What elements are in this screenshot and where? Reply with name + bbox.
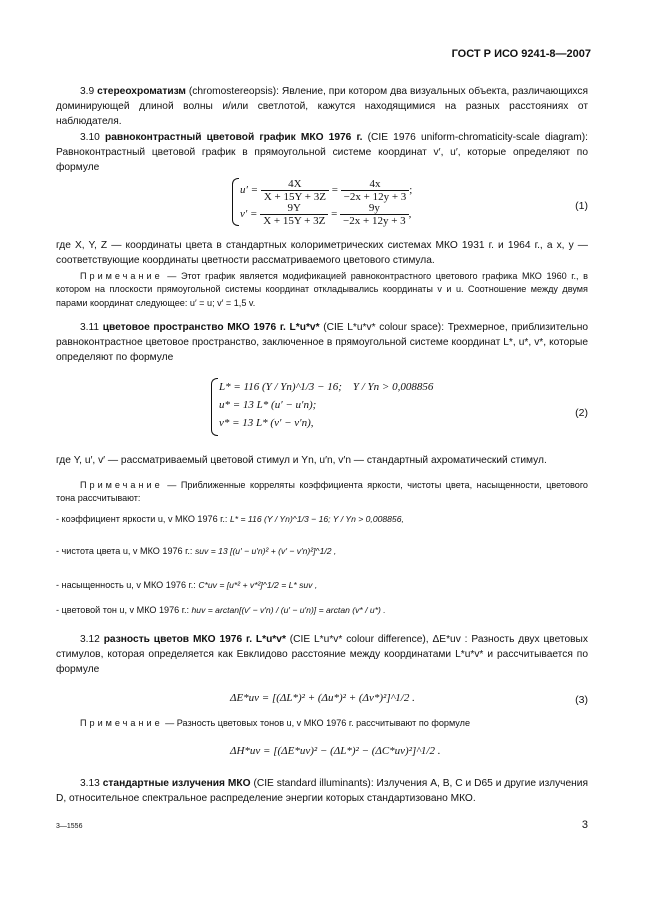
clause-number: 3.11 bbox=[80, 322, 100, 333]
bullet-formula: huv = arctan[(v′ − v′n) / (u′ − u′n)] = arctan (v* / u*) . bbox=[191, 605, 386, 615]
bullet-formula: C*uv = [u*² + v*²]^1/2 = L* suv , bbox=[198, 580, 318, 590]
u-star-formula: u* = 13 L* (u′ − u′n); bbox=[219, 399, 317, 411]
clause-3-12 bbox=[56, 632, 588, 678]
fraction-denominator: −2x + 12y + 3 bbox=[343, 191, 407, 203]
clause-number: 3.10 bbox=[80, 132, 100, 143]
fraction-numerator: 4x bbox=[341, 178, 410, 191]
clause-3-13 bbox=[56, 776, 588, 806]
hue-difference-formula: ΔH*uv = [(ΔE*uv)² − (ΔL*)² − (ΔC*uv)²]^1/2 . bbox=[230, 745, 441, 757]
bullet-text: - чистота цвета u, v МКО 1976 г.: bbox=[56, 546, 193, 556]
clause-text: (CIE L*u*v* colour difference), ΔE*uv : Разность двух цветовых стимулов, которая определяется как Евклидово расстояние между координатами L*u*v* и рассчитывается по формуле bbox=[56, 634, 588, 676]
fraction-numerator: 4X bbox=[261, 178, 329, 191]
clause-3-9 bbox=[56, 84, 588, 130]
note-text: — Приближенные корреляты коэффициента яркости, чистоты цвета, насыщенности, цветового тона рассчитывают: bbox=[56, 480, 588, 504]
clause-3-11-where: где Y, u′, v′ — рассматриваемый цветовой стимул и Yn, u′n, v′n — стандартный ахроматический стимул. bbox=[56, 455, 547, 466]
term: разность цветов МКО 1976 г. L*u*v* bbox=[103, 634, 286, 645]
bullet-saturation bbox=[56, 579, 588, 592]
u-prime-lhs: u′ = bbox=[240, 184, 259, 197]
bullet-text: - насыщенность u, v МКО 1976 г.: bbox=[56, 580, 196, 590]
page-number: 3 bbox=[581, 819, 588, 831]
bullet-luminance bbox=[56, 513, 588, 526]
note-3 bbox=[56, 717, 588, 730]
clause-3-10 bbox=[56, 130, 588, 176]
term: цветовое пространство МКО 1976 г. L*u*v* bbox=[102, 322, 320, 333]
equation-2 bbox=[219, 378, 519, 432]
bullet-hue bbox=[56, 604, 588, 617]
bullet-text: - коэффициент яркости u, v МКО 1976 г.: bbox=[56, 514, 228, 524]
document-header: ГОСТ Р ИСО 9241-8—2007 bbox=[451, 48, 591, 60]
note-label: Примечание bbox=[80, 271, 163, 281]
clause-text: (chromostereopsis): Явление, при котором два визуальных объекта, различающихся доминирующей длиной волны и/или светлотой, кажутся находящимися на разных расстояниях от наблюдателя. bbox=[56, 86, 588, 128]
fraction-denominator: −2x + 12y + 3 bbox=[343, 215, 406, 227]
equation-1 bbox=[240, 178, 560, 226]
clause-text: (CIE standard illuminants): Излучения A, B, C и D65 и другие излучения D, относительное спектральное распределение энергии которых стандартизовано МКО. bbox=[56, 778, 588, 805]
clause-3-11 bbox=[56, 320, 588, 366]
note-label: Примечание bbox=[80, 480, 163, 490]
bullet-text: - цветовой тон u, v МКО 1976 г.: bbox=[56, 605, 189, 615]
bullet-formula: suv = 13 [(u′ − u′n)² + (v′ − v′n)²]^1/2 , bbox=[194, 546, 337, 556]
equation-4 bbox=[230, 745, 441, 757]
punctuation: , bbox=[408, 208, 412, 221]
lightness-formula: L* = 116 (Y / Yn)^1/3 − 16; bbox=[219, 381, 342, 393]
clause-3-10-where: где X, Y, Z — координаты цвета в стандартных колориметрических системах МКО 1931 г. и 1964 г., а x, y — соответствующие координаты цветности рассматриваемого цветового стимула. bbox=[56, 240, 588, 267]
equation-number: (3) bbox=[575, 694, 588, 706]
note-2 bbox=[56, 479, 588, 506]
bullet-formula: L* = 116 (Y / Yn)^1/3 − 16; Y / Yn > 0,008856, bbox=[229, 514, 404, 524]
fraction-numerator: 9y bbox=[340, 202, 409, 215]
lightness-condition: Y / Yn > 0,008856 bbox=[352, 381, 434, 393]
clause-text: (CIE 1976 uniform-chromaticity-scale diagram): Равноконтрастный цветовой график в прямоугольной системе координат v′, u′, которые определяют по формуле bbox=[56, 132, 588, 174]
equation-3 bbox=[230, 692, 415, 704]
equals-sign: = bbox=[331, 208, 338, 221]
color-difference-formula: ΔE*uv = [(ΔL*)² + (Δu*)² + (Δv*)²]^1/2 . bbox=[230, 692, 415, 704]
fraction-denominator: X + 15Y + 3Z bbox=[263, 191, 326, 203]
clause-number: 3.12 bbox=[80, 634, 100, 645]
note-1 bbox=[56, 270, 588, 310]
term: стереохроматизм bbox=[97, 86, 186, 97]
fraction-denominator: X + 15Y + 3Z bbox=[263, 215, 326, 227]
equation-number: (2) bbox=[575, 407, 588, 419]
clause-number: 3.9 bbox=[80, 86, 95, 97]
equals-sign: = bbox=[331, 184, 338, 197]
punctuation: ; bbox=[409, 184, 413, 197]
note-text: — Разность цветовых тонов u, v МКО 1976 г. рассчитывают по формуле bbox=[165, 718, 471, 728]
bullet-purity bbox=[56, 545, 588, 558]
note-text: — Этот график является модификацией равноконтрастного цветового графика МКО 1960 г., в котором на плоскости прямоугольной системы координат откладывались координаты v и u. Соотношение между двумя парами координат следующее: u′ = u; v′ = 1,5 v. bbox=[56, 271, 588, 308]
equation-number: (1) bbox=[575, 200, 588, 212]
note-label: Примечание bbox=[80, 718, 163, 728]
v-prime-lhs: v′ = bbox=[240, 208, 258, 221]
clause-text: (CIE L*u*v* colour space): Трехмерное, приблизительно равноконтрастное цветовое пространство, заключенное в прямоугольной системе координат L*, u*, v*, которые определяют по формуле bbox=[56, 322, 588, 364]
print-code: 3—1556 bbox=[56, 823, 83, 830]
term: равноконтрастный цветовой график МКО 1976 г. bbox=[104, 132, 363, 143]
fraction-numerator: 9Y bbox=[260, 202, 328, 215]
term: стандартные излучения МКО bbox=[102, 778, 251, 789]
clause-number: 3.13 bbox=[80, 778, 100, 789]
v-star-formula: v* = 13 L* (v′ − v′n), bbox=[219, 417, 314, 429]
